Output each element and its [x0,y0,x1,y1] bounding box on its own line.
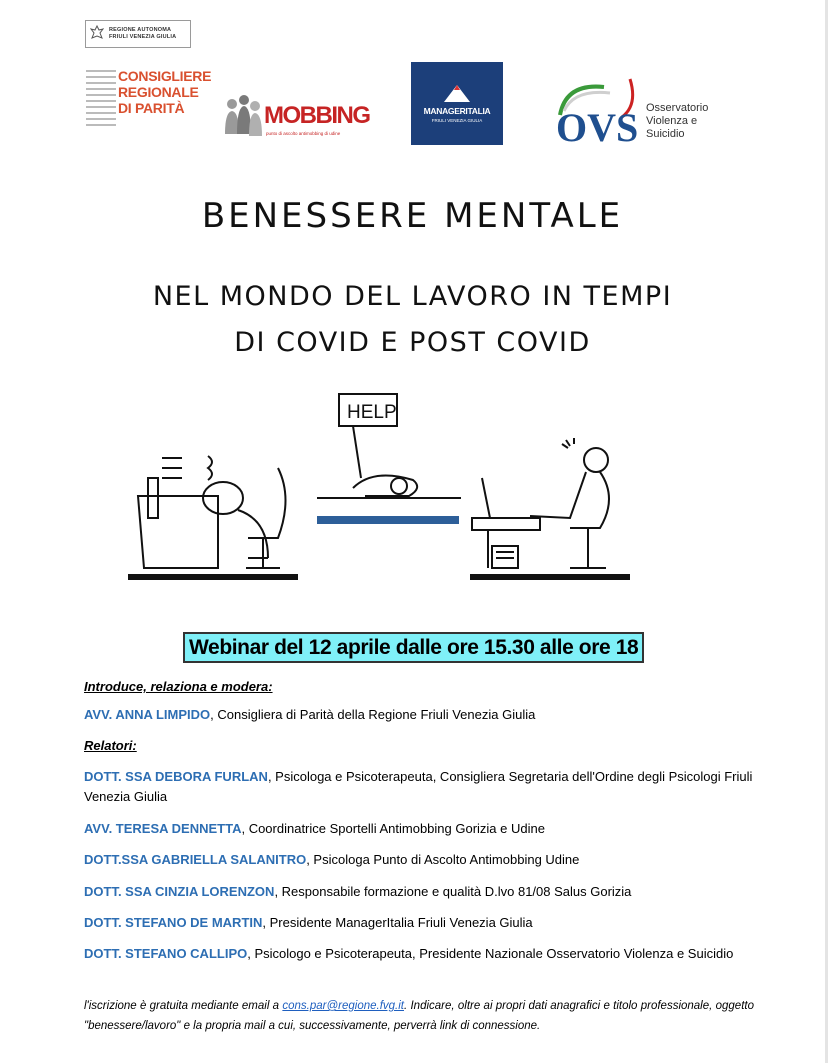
speaker-role: , Psicologo e Psicoterapeuta, Presidente Nazionale Osservatorio Violenza e Suicidio [247,946,734,961]
region-line-1: REGIONE AUTONOMA [109,27,172,33]
speaker-name: DOTT.SSA GABRIELLA SALANITRO [84,852,307,867]
speaker-role: , Presidente ManagerItalia Friuli Venezia Giulia [262,915,533,930]
registration-email-link[interactable]: cons.par@regione.fvg.it [282,1000,404,1012]
consigliere-logo [86,68,216,144]
speaker-name: DOTT. SSA DEBORA FURLAN [84,769,268,784]
eagle-icon [90,25,104,43]
bars-icon [86,70,116,130]
consigliere-word-2: REGIONALE [118,84,199,100]
ovs-line-3: Suicidio [646,128,685,140]
subtitle-line-1: NEL MONDO DEL LAVORO IN TEMPI [152,281,673,312]
tired-worker-illustration [128,428,298,588]
speaker-entry [84,882,754,902]
webinar-banner: Webinar del 12 aprile dalle ore 15.30 alle ore 18 [183,632,644,663]
page-subtitle [0,274,825,366]
speaker-role: , Responsabile formazione e qualità D.lvo 81/08 Salus Gorizia [274,884,632,899]
region-line-2: FRIULI VENEZIA GIULIA [109,34,177,40]
speaker-entry [84,767,754,807]
ovs-logo [552,75,642,147]
speaker-name: DOTT. STEFANO CALLIPO [84,946,248,961]
moderator-label: Introduce, relaziona e modera: [84,679,273,694]
moderator-entry [84,705,754,725]
ovs-mark: OVS [556,105,639,147]
people-icon [222,94,264,140]
speaker-role: , Psicologa Punto di Ascolto Antimobbing Udine [306,852,580,867]
subtitle-line-2: DI COVID E POST COVID [234,327,591,358]
manageritalia-logo [411,62,503,145]
relaxed-worker-illustration [470,438,630,588]
help-sign-illustration [313,388,463,526]
moderator-role: , Consigliera di Parità della Regione Friuli Venezia Giulia [210,707,536,722]
mobbing-word: MOBBING [264,102,370,129]
manageritalia-subtitle: FRIULI VENEZIA GIULIA [431,118,483,123]
speakers-label: Relatori: [84,738,137,753]
ovs-caption [646,102,708,141]
ovs-line-2: Violenza e [646,115,698,127]
consigliere-word-1: CONSIGLIERE [118,68,212,84]
mobbing-logo [222,92,374,142]
ovs-line-1: Osservatorio [646,102,709,114]
speaker-name: AVV. TERESA DENNETTA [84,821,242,836]
region-logo [85,20,191,48]
help-sign-text: HELP [347,402,397,423]
page-title: BENESSERE MENTALE [201,196,624,236]
speaker-role: , Coordinatrice Sportelli Antimobbing Gorizia e Udine [241,821,545,836]
registration-text-end: . Indicare, oltre ai propri dati anagrafici e titolo professionale, oggetto "benessere/lavoro" e la propria mail a cui, successivamente, perverrà link di connessione. [84,1000,754,1032]
registration-text-start: l'iscrizione è gratuita mediante email a [84,1000,283,1012]
speaker-entry [84,944,754,964]
speaker-name: DOTT. STEFANO DE MARTIN [84,915,263,930]
speaker-role: , Psicologa e Psicoterapeuta, Consigliera Segretaria dell'Ordine degli Psicologi Friuli Venezia Giulia [84,769,753,804]
speaker-entry [84,850,754,870]
registration-note [84,996,754,1036]
consigliere-word-3: DI PARITÀ [118,100,185,116]
speaker-entry [84,819,754,839]
mobbing-subtitle: punto di ascolto antimobbing di udine [266,131,341,136]
mountain-icon [442,82,472,104]
manageritalia-word: MANAGERITALIA [423,106,491,116]
speaker-entry [84,913,754,933]
moderator-name: AVV. ANNA LIMPIDO [84,707,211,722]
speaker-name: DOTT. SSA CINZIA LORENZON [84,884,275,899]
